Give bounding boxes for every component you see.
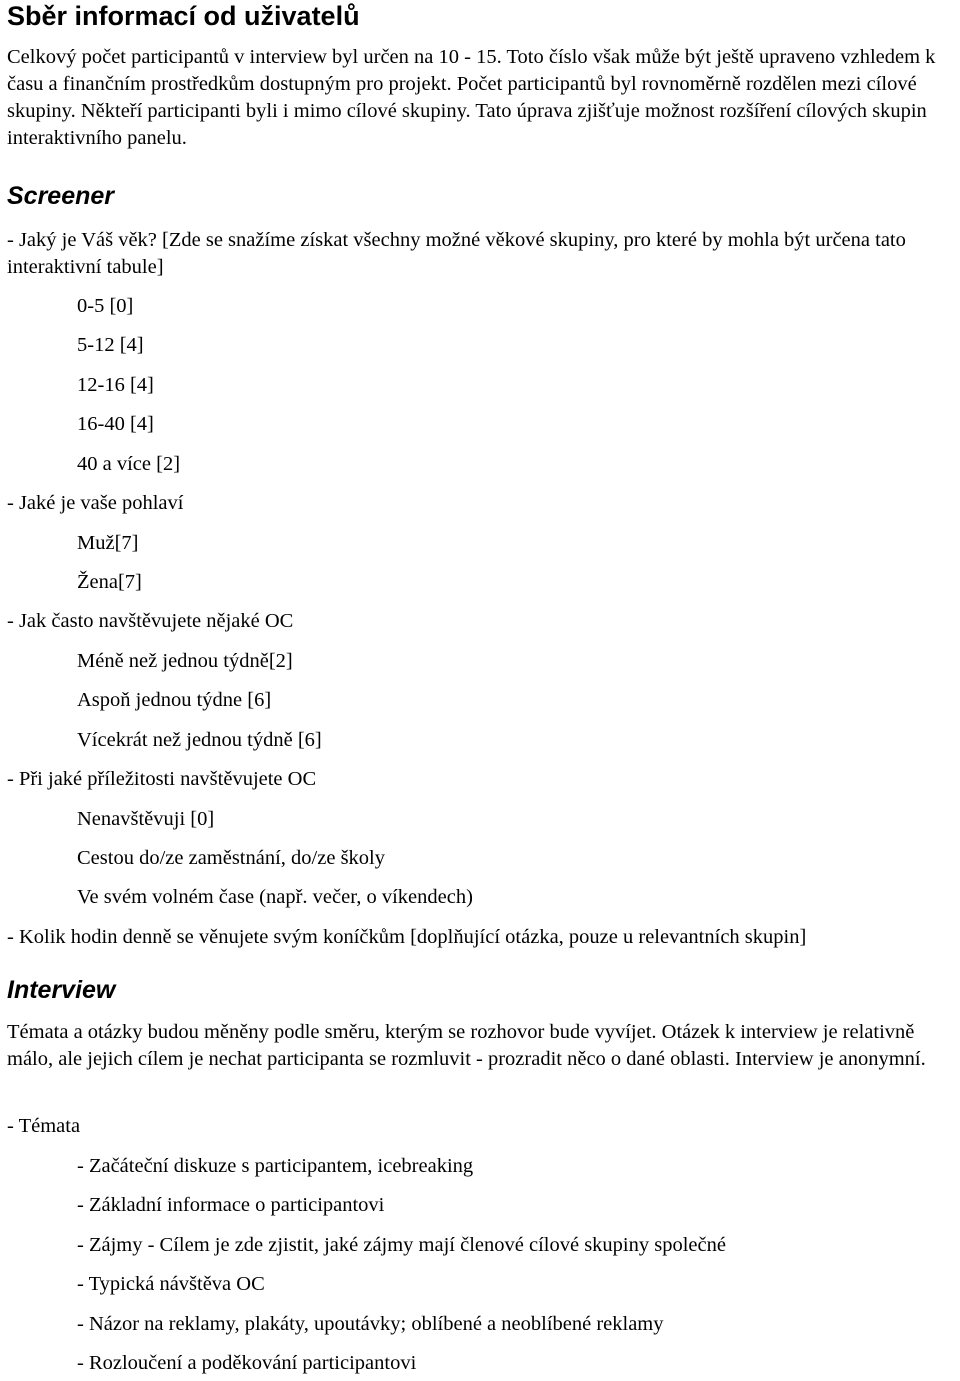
option-gender-female: Žena[7] bbox=[77, 571, 142, 593]
option-age-5-12: 5-12 [4] bbox=[77, 334, 144, 356]
topic-item: - Typická návštěva OC bbox=[77, 1273, 265, 1295]
question-age: - Jaký je Váš věk? [Zde se snažíme získat všechny možné věkové skupiny, pro které by mohla být určena tato interaktivní tabule] bbox=[7, 229, 906, 278]
option-occasion-commute: Cestou do/ze zaměstnání, do/ze školy bbox=[77, 847, 385, 869]
screener-heading: Screener bbox=[7, 182, 115, 210]
interview-heading: Interview bbox=[7, 976, 116, 1004]
topic-item: - Rozloučení a poděkování participantovi bbox=[77, 1352, 417, 1374]
option-gender-male: Muž[7] bbox=[77, 532, 139, 554]
option-age-0-5: 0-5 [0] bbox=[77, 295, 134, 317]
option-occasion-never: Nenavštěvuji [0] bbox=[77, 808, 215, 830]
question-visit-occasion: - Při jaké příležitosti navštěvujete OC bbox=[7, 768, 317, 790]
option-occasion-free-time: Ve svém volném čase (např. večer, o víkendech) bbox=[77, 886, 473, 908]
topic-item: - Zájmy - Cílem je zde zjistit, jaké zájmy mají členové cílové skupiny společné bbox=[77, 1234, 726, 1256]
option-frequency-weekly: Aspoň jednou týdne [6] bbox=[77, 689, 272, 711]
option-age-16-40: 16-40 [4] bbox=[77, 413, 154, 435]
topic-item: - Názor na reklamy, plakáty, upoutávky; oblíbené a neoblíbené reklamy bbox=[77, 1313, 664, 1335]
question-visit-frequency: - Jak často navštěvujete nějaké OC bbox=[7, 610, 294, 632]
question-gender: - Jaké je vaše pohlaví bbox=[7, 492, 184, 514]
topics-label: - Témata bbox=[7, 1115, 81, 1137]
topic-item: - Základní informace o participantovi bbox=[77, 1194, 385, 1216]
question-hobby-hours: - Kolik hodin denně se věnujete svým koníčkům [doplňující otázka, pouze u relevantních skupin] bbox=[7, 926, 807, 948]
option-age-40-plus: 40 a více [2] bbox=[77, 453, 181, 475]
intro-paragraph: Celkový počet participantů v interview byl určen na 10 - 15. Toto číslo však může být ještě upraveno vzhledem k času a finančním prostředkům dostupným pro projekt. Počet participantů byl rovnoměrně rozdělen mezi cílové skupiny. Někteří participanti byli i mimo cílové skupiny. Tato úprava zjišťuje možnost rozšíření cílových skupin interaktivního panelu. bbox=[7, 46, 936, 149]
interview-intro-paragraph: Témata a otázky budou měněny podle směru, kterým se rozhovor bude vyvíjet. Otázek k interview je relativně málo, ale jejich cílem je nechat participanta se rozmluvit - prozradit něco o dané oblasti. Interview je anonymní. bbox=[7, 1021, 926, 1070]
option-frequency-less: Méně než jednou týdně[2] bbox=[77, 650, 293, 672]
option-frequency-more: Vícekrát než jednou týdně [6] bbox=[77, 729, 322, 751]
page-title: Sběr informací od uživatelů bbox=[7, 1, 360, 31]
option-age-12-16: 12-16 [4] bbox=[77, 374, 154, 396]
topic-item: - Začáteční diskuze s participantem, icebreaking bbox=[77, 1155, 474, 1177]
